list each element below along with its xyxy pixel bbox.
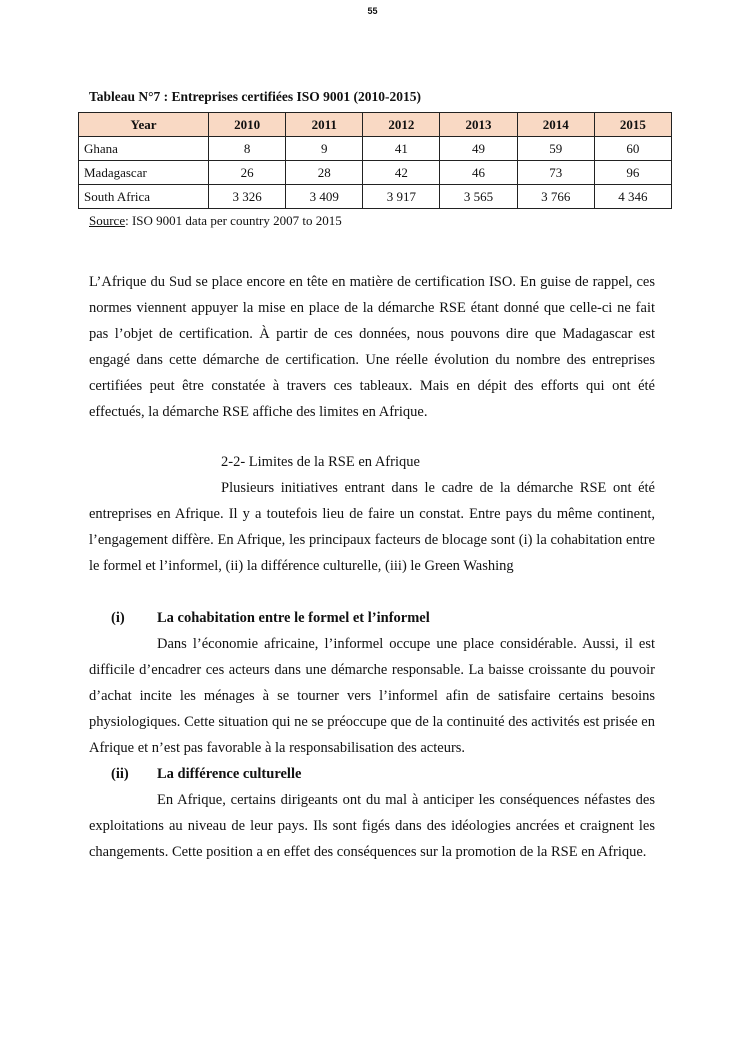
table-cell: 3 326 bbox=[209, 185, 286, 209]
table-cell: 73 bbox=[517, 161, 594, 185]
table-cell: South Africa bbox=[79, 185, 209, 209]
table-row bbox=[79, 185, 672, 209]
page-number: 55 bbox=[367, 6, 378, 16]
column-header: 2013 bbox=[440, 113, 517, 137]
table-cell: 3 766 bbox=[517, 185, 594, 209]
table-cell: 8 bbox=[209, 137, 286, 161]
heading-text: La différence culturelle bbox=[157, 766, 302, 782]
column-header: 2011 bbox=[286, 113, 363, 137]
paragraph-text: L’Afrique du Sud se place encore en tête en matière de certification ISO. En guise de rappel, ces normes viennent appuyer la mise en place de la démarche RSE étant donné que celle-ci ne fait pas l’objet de certification. À partir de ces données, nous pouvons dire que Madagascar est engagé dans cette démarche de certification. Une réelle évolution du nombre des entreprises certifiées peut être constatée à travers ces tableaux. Mais en dépit des efforts qui ont été effectués, la démarche RSE affiche des limites en Afrique. bbox=[89, 274, 655, 420]
heading-text: La cohabitation entre le formel et l’informel bbox=[157, 610, 430, 626]
column-header: 2010 bbox=[209, 113, 286, 137]
section-title: 2-2- Limites de la RSE en Afrique bbox=[221, 454, 420, 470]
table-cell: 59 bbox=[517, 137, 594, 161]
table-cell: 46 bbox=[440, 161, 517, 185]
table-cell: 41 bbox=[363, 137, 440, 161]
paragraph-text: Plusieurs initiatives entrant dans le cadre de la démarche RSE ont été entreprises en Afrique. Il y a toutefois lieu de faire un constat. Entre pays du même continent, l’engagement diffère. En Afrique, les principaux facteurs de blocage sont (i) la cohabitation entre le formel et l’informel, (ii) la différence culturelle, (iii) le Green Washing bbox=[89, 480, 655, 574]
table-cell: 96 bbox=[594, 161, 671, 185]
table-cell: 42 bbox=[363, 161, 440, 185]
table-cell: Ghana bbox=[79, 137, 209, 161]
table-cell: 49 bbox=[440, 137, 517, 161]
table-cell: 3 409 bbox=[286, 185, 363, 209]
table-cell: 28 bbox=[286, 161, 363, 185]
paragraph-text: Dans l’économie africaine, l’informel occupe une place considérable. Aussi, il est difficile d’encadrer ces acteurs dans une démarche responsable. La baisse croissante du pouvoir d’achat incite les ménages à se tourner vers l’informel afin de satisfaire certains besoins physiologiques. Cette situation qui ne se préoccupe que de la continuité des activités est prisée en Afrique et n’est pas favorable à la responsabilisation des acteurs. bbox=[89, 636, 655, 756]
paragraph bbox=[89, 631, 655, 761]
table-cell: 3 917 bbox=[363, 185, 440, 209]
table-header-row bbox=[79, 113, 672, 137]
paragraph bbox=[89, 269, 655, 425]
column-header: 2015 bbox=[594, 113, 671, 137]
table-cell: 3 565 bbox=[440, 185, 517, 209]
table-caption: Tableau N°7 : Entreprises certifiées ISO 9001 (2010-2015) bbox=[89, 89, 421, 104]
table-cell: 26 bbox=[209, 161, 286, 185]
heading-number: (ii) bbox=[111, 766, 129, 782]
column-header: Year bbox=[79, 113, 209, 137]
iso-certification-table bbox=[78, 112, 672, 209]
source-label: Source bbox=[89, 213, 126, 228]
table-cell: 60 bbox=[594, 137, 671, 161]
heading-i bbox=[89, 605, 430, 631]
column-header: 2012 bbox=[363, 113, 440, 137]
paragraph bbox=[89, 787, 655, 865]
table-source bbox=[89, 213, 342, 229]
table-row bbox=[79, 161, 672, 185]
heading-number: (i) bbox=[111, 610, 125, 626]
heading-ii bbox=[89, 761, 301, 787]
paragraph bbox=[89, 475, 655, 579]
source-text: : ISO 9001 data per country 2007 to 2015 bbox=[125, 213, 342, 228]
table-cell: Madagascar bbox=[79, 161, 209, 185]
column-header: 2014 bbox=[517, 113, 594, 137]
table-row bbox=[79, 137, 672, 161]
paragraph-text: En Afrique, certains dirigeants ont du mal à anticiper les conséquences néfastes des exploitations au niveau de leur pays. Ils sont figés dans des idéologies ancrées et craignent les changements. Cette position a en effet des conséquences sur la promotion de la RSE en Afrique. bbox=[89, 792, 655, 860]
table-cell: 9 bbox=[286, 137, 363, 161]
table-cell: 4 346 bbox=[594, 185, 671, 209]
